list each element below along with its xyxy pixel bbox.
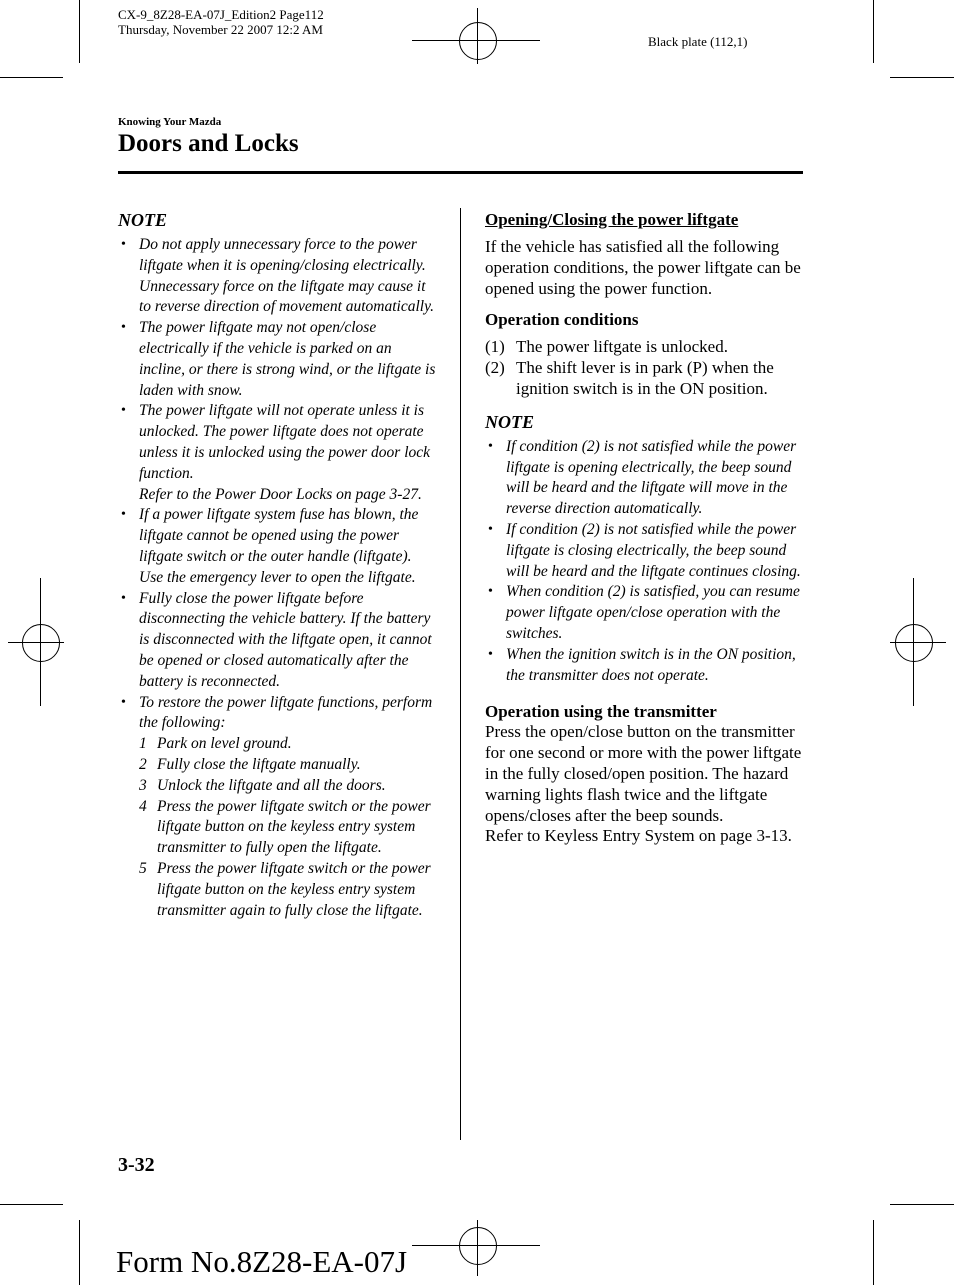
conditions-list bbox=[485, 337, 805, 399]
intro-paragraph: If the vehicle has satisfied all the following operation conditions, the power liftgate can be opened using the power function. bbox=[485, 237, 801, 298]
step-item: 5 Press the power liftgate switch or the power liftgate button on the keyless entry system transmitter again to fully close the liftgate. bbox=[139, 859, 431, 919]
list-item: • To restore the power liftgate functions, perform the following: 1 Park on level ground. 2 Fully close the liftgate manually. 3 Unlock the liftgate and all the doors. 4 Press the power liftgate switch or the power liftgate button on the keyless entry system transmitter to fully open the liftgate. 5 Press the power liftgate switch or the power liftgate button on the keyless entry system transmitter again to fully close the liftgate. bbox=[118, 693, 436, 922]
list-item: • The power liftgate may not open/close electrically if the vehicle is parked on an incline, or there is strong wind, or the liftgate is laden with snow. bbox=[118, 318, 436, 401]
form-number: Form No.8Z28-EA-07J bbox=[116, 1244, 408, 1279]
condition-item: (2) The shift lever is in park (P) when the ignition switch is in the ON position. bbox=[485, 358, 774, 398]
list-item: • The power liftgate will not operate unless it is unlocked. The power liftgate does not operate unless it is unlocked using the power door lock function. Refer to the Power Door Locks on page 3-27. bbox=[118, 401, 436, 505]
step-item: 1 Park on level ground. bbox=[139, 735, 292, 753]
print-header-line2: Thursday, November 22 2007 12:2 AM bbox=[118, 22, 323, 37]
print-header-line1: CX-9_8Z28-EA-07J_Edition2 Page112 bbox=[118, 7, 324, 22]
conditions-heading: Operation conditions bbox=[485, 310, 639, 330]
restore-steps bbox=[139, 734, 436, 921]
list-item: • Fully close the power liftgate before disconnecting the vehicle battery. If the battery is disconnected with the liftgate open, it cannot be opened or closed automatically after the battery is reconnected. bbox=[118, 589, 436, 693]
condition-item: (1) The power liftgate is unlocked. bbox=[485, 337, 728, 357]
list-item: • If a power liftgate system fuse has blown, the liftgate cannot be opened using the power liftgate switch or the outer handle (liftgate). Use the emergency lever to open the liftgate. bbox=[118, 505, 436, 588]
note-list bbox=[118, 235, 436, 921]
right-column bbox=[485, 210, 805, 847]
title-rule bbox=[118, 171, 803, 174]
step-item: 4 Press the power liftgate switch or the power liftgate button on the keyless entry system transmitter to fully open the liftgate. bbox=[139, 797, 431, 857]
transmitter-reference: Refer to Keyless Entry System on page 3-13. bbox=[485, 826, 792, 846]
left-column bbox=[118, 210, 436, 921]
note-heading: NOTE bbox=[485, 411, 534, 432]
page-title: Doors and Locks bbox=[118, 130, 299, 157]
reference-text: Use the emergency lever to open the liftgate. bbox=[139, 568, 416, 586]
step-item: 3 Unlock the liftgate and all the doors. bbox=[139, 776, 386, 794]
list-item: • If condition (2) is not satisfied while the power liftgate is closing electrically, the beep sound will be heard and the liftgate continues closing. bbox=[485, 520, 805, 582]
step-item: 2 Fully close the liftgate manually. bbox=[139, 755, 361, 773]
section-heading: Opening/Closing the power liftgate bbox=[485, 210, 739, 229]
list-item: • When condition (2) is satisfied, you can resume power liftgate open/close operation with the switches. bbox=[485, 582, 805, 644]
page-reference: Refer to the Power Door Locks on page 3-27. bbox=[139, 485, 422, 503]
transmitter-heading: Operation using the transmitter bbox=[485, 702, 717, 722]
list-item: • When the ignition switch is in the ON position, the transmitter does not operate. bbox=[485, 645, 805, 687]
transmitter-paragraph: Press the open/close button on the transmitter for one second or more with the power liftgate in the fully closed/open position. The hazard warning lights flash twice and the liftgate opens/closes after the beep sounds. bbox=[485, 722, 802, 825]
column-divider bbox=[460, 208, 461, 1140]
plate-label: Black plate (112,1) bbox=[648, 34, 748, 49]
note-list bbox=[485, 437, 805, 687]
note-heading: NOTE bbox=[118, 210, 167, 230]
page-number: 3-32 bbox=[118, 1154, 155, 1176]
list-item: • If condition (2) is not satisfied while the power liftgate is opening electrically, the beep sound will be heard and the liftgate will move in the reverse direction automatically. bbox=[485, 437, 805, 520]
print-header bbox=[118, 7, 324, 37]
list-item: • Do not apply unnecessary force to the power liftgate when it is opening/closing electrically. Unnecessary force on the liftgate may cause it to reverse direction of movement automatically. bbox=[118, 235, 436, 318]
section-label: Knowing Your Mazda bbox=[118, 116, 222, 128]
